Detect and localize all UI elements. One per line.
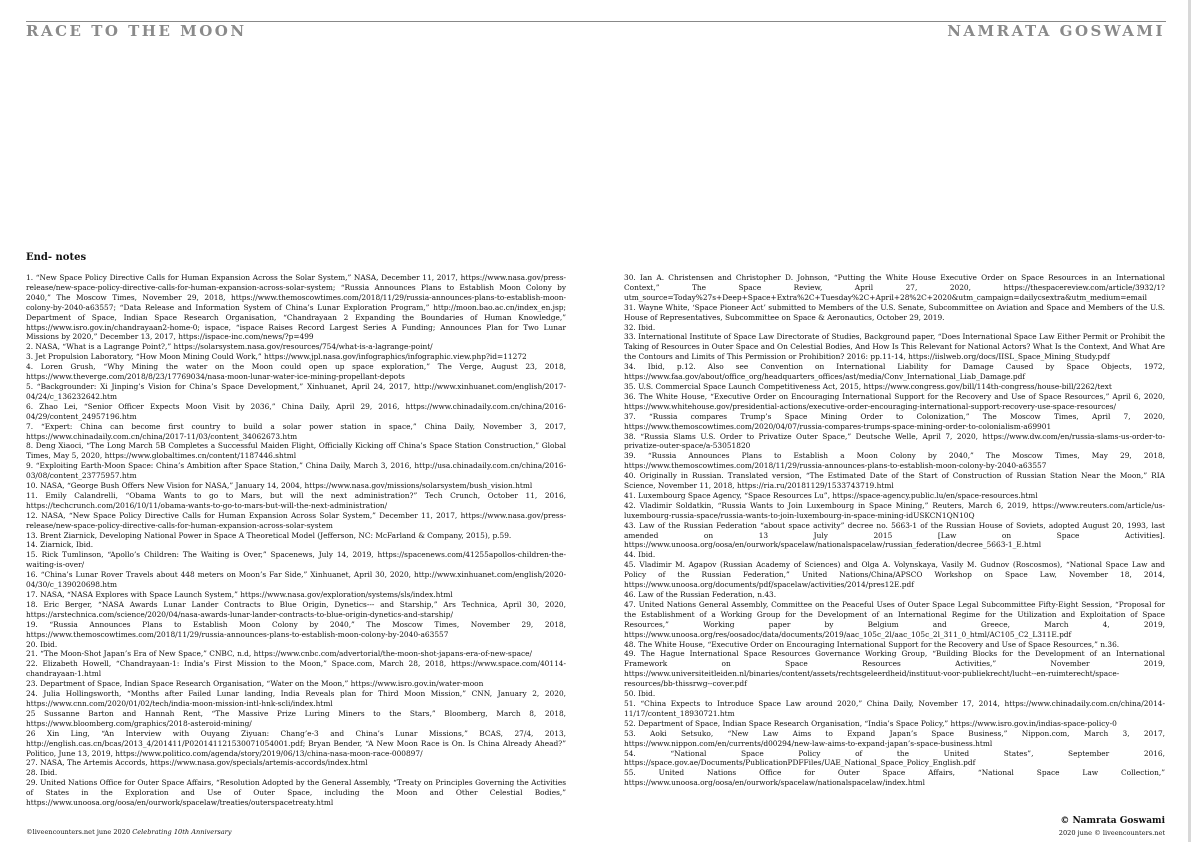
endnote-item: 32. Ibid. xyxy=(624,322,656,332)
endnote-item: 5. “Backgrounder: Xi Jinping’s Vision for China’s Space Development,” Xinhuanet, April 24, 2017, http://www.xinhuanet.com/english/2017-04/24/c_136232642.htm xyxy=(26,381,566,401)
endnote-item: 14. Ziarnick, Ibid. xyxy=(26,540,94,550)
endnote-item: 38. “Russia Slams U.S. Order to Privatize Outer Space,” Deutsche Welle, April 7, 2020, https://www.dw.com/en/russia-slams-us-order-to-privatize-outer-space/a-53051820 xyxy=(624,431,1165,451)
endnote-item: 23. Department of Space, Indian Space Research Organisation, “Water on the Moon,” https://www.isro.gov.in/water-moon xyxy=(26,679,484,689)
endnote-item: 3. Jet Propulsion Laboratory, “How Moon Mining Could Work,” https://www.jpl.nasa.gov/infographics/infographic.view.php?id=11272 xyxy=(26,352,527,362)
endnote-item: 17. NASA, “NASA Explores with Space Launch System,” https://www.nasa.gov/exploration/systems/sls/index.html xyxy=(26,590,453,599)
endnote-item: 12. NASA, “New Space Policy Directive Calls for Human Expansion Across Solar System,” December 11, 2017, https://www.nasa.gov/press-release/new-space-policy-directive-calls-for-human-expansion-across-solar-system xyxy=(26,510,566,530)
endnote-item: 9. “Exploiting Earth-Moon Space: China’s Ambition after Space Station,” China Daily, March 3, 2016, http://usa.chinadaily.com.cn/china/2016-03/08/content_23775957.htm xyxy=(26,461,566,481)
endnote-item: 36. The White House, “Executive Order on Encouraging International Support for the Recovery and Use of Space Resources,” April 6, 2020, https://www.whitehouse.gov/presidential-actions/executive-order-encouraging-international-support-recovery-use-space-resources/ xyxy=(624,391,1165,411)
endnote-item: 11. Emily Calandrelli, “Obama Wants to go to Mars, but will the next administration?” Tech Crunch, October 11, 2016, https://techcrunch.com/2016/10/11/obama-wants-to-go-to-mars-but-will-the-next-administration/ xyxy=(26,490,566,510)
endnote-item: 51. “China Expects to Introduce Space Law around 2020,” China Daily, November 17, 2014, https://www.chinadaily.com.cn/china/2014-11/17/content_18930721.htm xyxy=(624,698,1165,718)
endnote-item: 54. “National Space Policy of the United States”, September 2016, https://space.gov.ae/Documents/PublicationPDFFiles/UAE_National_Space_Policy_English.pdf xyxy=(624,748,1165,768)
endnote-item: 31. Wayne White, ‘Space Pioneer Act’ submitted to Members of the U.S. Senate, Subcommittee on Aviation and Space and Members of the U.S. House of Representatives, Subcommittee on Space & Aeronautics, October 29, 2019. xyxy=(624,302,1165,322)
endnote-item: 39. “Russia Announces Plans to Establish a Moon Colony by 2040,” The Moscow Times, May 29, 2018, https://www.themoscowtimes.com/2018/11/29/russia-announces-plans-to-establish-moon-colony-by-2040-a63557 xyxy=(624,451,1165,471)
endnote-item: 52. Department of Space, Indian Space Research Organisation, “India’s Space Policy,” https://www.isro.gov.in/indias-space-policy-0 xyxy=(624,718,1117,728)
endnote-item: 29. United Nations Office for Outer Space Affairs, “Resolution Adopted by the General Assembly, “Treaty on Principles Governing the Activities of States in the Exploration and Use of Outer Space, including the Moon and Other Celestial Bodies,” https://www.unoosa.org/oosa/en/ourwork/spacelaw/treaties/outerspacetreaty.html xyxy=(26,778,566,808)
endnote-item: 30. Ian A. Christensen and Christopher D. Johnson, “Putting the White House Executive Order on Space Resources in an International Context,” The Space Review, April 27, 2020, https://thespacereview.com/article/3932/1?utm_source=Today%27s+Deep+Space+Extra%2C+Tuesday%2C+April+28%2C+2020&utm_campaign=dailycsextra&utm_medium=email xyxy=(624,273,1165,302)
endnote-item: 21. “The Moon-Shot Japan’s Era of New Space,” CNBC, n.d, https://www.cnbc.com/advertorial/the-moon-shot-japans-era-of-new-space/ xyxy=(26,649,532,659)
endnote-item: 25 Sussanne Barton and Hannah Rent, “The Massive Prize Luring Miners to the Stars,” Bloomberg, March 8, 2018, https://www.bloomberg.com/graphics/2018-asteroid-mining/ xyxy=(26,708,566,728)
footer-author-copyright: © Namrata Goswami xyxy=(1060,816,1165,826)
endnote-item: 44. Ibid. xyxy=(624,550,656,560)
endnotes-left-column xyxy=(26,273,566,808)
endnote-item: 16. “China’s Lunar Rover Travels about 448 meters on Moon’s Far Side,” Xinhuanet, April 30, 2020, http://www.xinhuanet.com/english/2020-04/30/c_139020698.htm xyxy=(26,570,566,590)
endnote-item: 8. Deng Xiaoci, “The Long March 5B Completes a Successful Maiden Flight, Officially Kicking off China’s Space Station Construction,” Global Times, May 5, 2020, https://www.globaltimes.cn/content/1187446.shtml xyxy=(26,441,566,461)
endnote-item: 24. Julia Hollingsworth, “Months after Failed Lunar landing, India Reveals plan for Third Moon Mission,” CNN, January 2, 2020, https://www.cnn.com/2020/01/02/tech/india-moon-mission-intl-hnk-scli/index.html xyxy=(26,689,566,708)
endnote-item: 15. Rick Tumlinson, “Apollo’s Children: The Waiting is Over,” Spacenews, July 14, 2019, https://spacenews.com/41255apollos-children-the-waiting-is-over/ xyxy=(26,550,566,570)
endnote-item: 48. The White House, “Executive Order on Encouraging International Support for the Recovery and Use of Space Resources,” n.36. xyxy=(624,639,1120,649)
endnote-item: 34. Ibid, p.12. Also see Convention on International Liability for Damage Caused by Space Objects, 1972, https://www.faa.gov/about/office_org/headquarters_offices/ast/media/Conv_International_Liab_Damage.pdf xyxy=(624,362,1165,382)
endnote-item: 41. Luxembourg Space Agency, “Space Resources Lu”, https://space-agency.public.lu/en/space-resources.html xyxy=(624,490,1038,500)
footer-left xyxy=(26,828,232,836)
endnote-item: 47. United Nations General Assembly, Committee on the Peaceful Uses of Outer Space Legal Subcommittee Fifty-Eight Session, “Proposal for the Establishment of a Working Group for the Development of an International Regime for the Utilization and Exploitation of Space Resources,” Working paper by Belgium and Greece, March 4, 2019, https://www.unoosa.org/res/oosadoc/data/documents/2019/aac_105c_2l/aac_105c_2l_311_0_html/AC105_C2_L311E.pdf xyxy=(624,599,1165,639)
endnote-item: 46. Law of the Russian Federation, n.43. xyxy=(624,590,777,599)
endnote-item: 40. Originally in Russian. Translated version, “The Estimated Date of the Start of Construction of Russian Station Near the Moon,” RIA Science, November 11, 2018, https://ria.ru/20181129/1533743719.html xyxy=(624,471,1165,491)
endnote-item: 10. NASA, “George Bush Offers New Vision for NASA,” January 14, 2004, https://www.nasa.gov/missions/solarsystem/bush_vision.html xyxy=(26,481,533,491)
endnote-item: 20. Ibid. xyxy=(26,639,58,649)
footer-copyright: ©liveencounters.net june 2020 xyxy=(26,828,133,836)
endnote-item: 42. Vladimir Soldatkin, “Russia Wants to Join Luxembourg in Space Mining,” Reuters, March 6, 2019, https://www.reuters.com/article/us-luxembourg-russia-space/russia-wants-to-join-luxembourg-in-space-mining-idUSKCN1QN10Q xyxy=(624,500,1165,520)
endnote-item: 37. “Russia compares Trump’s Space Mining Order to Colonization,” The Moscow Times, April 7, 2020, https://www.themoscowtimes.com/2020/04/07/russia-compares-trumps-space-mining-order-to-colonialism-a69901 xyxy=(624,411,1165,431)
endnote-item: 7. “Expert: China can become first country to build a solar power station in space,” China Daily, November 3, 2017, https://www.chinadaily.com.cn/china/2017-11/03/content_34062673.htm xyxy=(26,421,566,441)
endnote-item: 27. NASA, The Artemis Accords, https://www.nasa.gov/specials/artemis-accords/index.html xyxy=(26,758,368,768)
running-header-author: NAMRATA GOSWAMI xyxy=(947,22,1165,40)
endnote-item: 28. Ibid. xyxy=(26,768,58,778)
endnote-item: 13. Brent Ziarnick, Developing National Power in Space A Theoretical Model (Jefferson, NC: McFarland & Company, 2015), p.59. xyxy=(26,530,512,540)
endnote-item: 35. U.S. Commercial Space Launch Competitiveness Act, 2015, https://www.congress.gov/bill/114th-congress/house-bill/2262/text xyxy=(624,381,1112,391)
endnote-item: 43. Law of the Russian Federation “about space activity” decree no. 5663-1 of the Russian House of Soviets, adopted August 20, 1993, last amended on 13 July 2015 [Law on Space Activities]. https://www.unoosa.org/oosa/en/ourwork/spacelaw/nationalspacelaw/russian_federation/decree_5663-1_E.html xyxy=(624,520,1165,550)
endnote-item: 2. NASA, “What is a Lagrange Point?,” https://solarsystem.nasa.gov/resources/754/what-is-a-lagrange-point/ xyxy=(26,342,433,352)
endnote-item: 50. Ibid. xyxy=(624,689,656,699)
endnote-item: 1. “New Space Policy Directive Calls for Human Expansion Across the Solar System,” NASA, December 11, 2017, https://www.nasa.gov/press-release/new-space-policy-directive-calls-for-human-expansion-across-solar-system; “Russia Announces Plans to Establish Moon Colony by 2040,” The Moscow Times, November 29, 2018, https://www.themoscowtimes.com/2018/11/29/russia-announces-plans-to-establish-moon-colony-by-2040-a63557; “Data Release and Information System of China’s Lunar Exploration Program,” http://moon.bao.ac.cn/index_en.jsp; Department of Space, Indian Space Research Organisation, “Chandrayaan 2 Expanding the Boundaries of Human Knowledge,” https://www.isro.gov.in/chandrayaan2-home-0; ispace, “ispace Raises Record Largest Series A Funding; Announces Plan for Two Lunar Missions by 2020,” December 13, 2017, https://ispace-inc.com/news/?p=499 xyxy=(26,273,566,342)
endnote-item: 4. Loren Grush, “Why Mining the water on the Moon could open up space exploration,” The Verge, August 23, 2018, https://www.theverge.com/2018/8/23/17769034/nasa-moon-lunar-water-ice-mining-propellant-depots xyxy=(26,362,566,382)
endnote-item: 19. “Russia Announces Plans to Establish Moon Colony by 2040,” The Moscow Times, November 29, 2018, https://www.themoscowtimes.com/2018/11/29/russia-announces-plans-to-establish-moon-colony-by-2040-a63557 xyxy=(26,619,566,639)
endnote-item: 49. The Hague International Space Resources Governance Working Group, “Building Blocks for the Development of an International Framework on Space Resources Activities,” November 2019, https://www.universiteitleiden.nl/binaries/content/assets/rechtsgeleerdheid/instituut-voor-publiekrecht/lucht--en-ruimterecht/space-resources/bb-thissrwg--cover.pdf xyxy=(624,649,1165,689)
endnote-item: 18. Eric Berger, “NASA Awards Lunar Lander Contracts to Blue Origin, Dynetics--- and Starship,” Ars Technica, April 30, 2020, https://arstechnica.com/science/2020/04/nasa-awards-lunar-lander-contracts-to-blue-origin-dynetics-and-starship/ xyxy=(26,599,566,619)
endnote-item: 6. Zhao Lei, “Senior Officer Expects Moon Visit by 2036,” China Daily, April 29, 2016, https://www.chinadaily.com.cn/china/2016-04/29/content_24957196.htm xyxy=(26,401,566,421)
endnote-item: 55. United Nations Office for Outer Space Affairs, “National Space Law Collection,” https://www.unoosa.org/oosa/en/ourwork/spacelaw/nationalspacelaw/index.html xyxy=(624,768,1165,788)
running-header-title: RACE TO THE MOON xyxy=(26,22,247,40)
footer-anniversary: Celebrating 10th Anniversary xyxy=(132,828,232,836)
endnote-item: 26 Xin Ling, “An Interview with Ouyang Ziyuan: Chang’e-3 and China’s Lunar Missions,” BCAS, 27/4, 2013, http://english.cas.cn/bcas/2013_4/201411/P020141121530071054001.pdf; Bryan Bender, “A New Moon Race is On. Is China Already Ahead?” Politico, June 13, 2019, https://www.politico.com/agenda/story/2019/06/13/china-nasa-moon-race-000897/ xyxy=(26,728,566,758)
endnotes-heading: End- notes xyxy=(26,252,87,263)
endnote-item: 45. Vladimir M. Agapov (Russian Academy of Sciences) and Olga A. Volynskaya, Vasily M. Gudnov (Roscosmos), “National Space Law and Policy of the Russian Federation,” United Nations/China/APSCO Workshop on Space Law, November 18, 2014, https://www.unoosa.org/documents/pdf/spacelaw/activities/2014/pres12E.pdf xyxy=(624,560,1165,590)
endnote-item: 33. International Institute of Space Law Directorate of Studies, Background paper, “Does International Space Law Either Permit or Prohibit the Taking of Resources in Outer Space and On Celestial Bodies, And How Is This Relevant for National Actors? What Is the Context, And What Are the Contours and Limits of This Permission or Prohibition? 2016: pp.11-14, https://iislweb.org/docs/IISL_Space_Mining_Study.pdf xyxy=(624,332,1165,362)
endnote-item: 53. Aoki Setsuko, “New Law Aims to Expand Japan’s Space Business,” Nippon.com, March 3, 2017, https://www.nippon.com/en/currents/d00294/new-law-aims-to-expand-japan’s-space-business.html xyxy=(624,728,1165,748)
endnote-item: 22. Elizabeth Howell, “Chandrayaan-1: India’s First Mission to the Moon,” Space.com, March 28, 2018, https://www.space.com/40114-chandrayaan-1.html xyxy=(26,659,566,679)
footer-site: 2020 june © liveencounters.net xyxy=(1058,829,1165,837)
endnotes-right-column xyxy=(624,273,1165,788)
